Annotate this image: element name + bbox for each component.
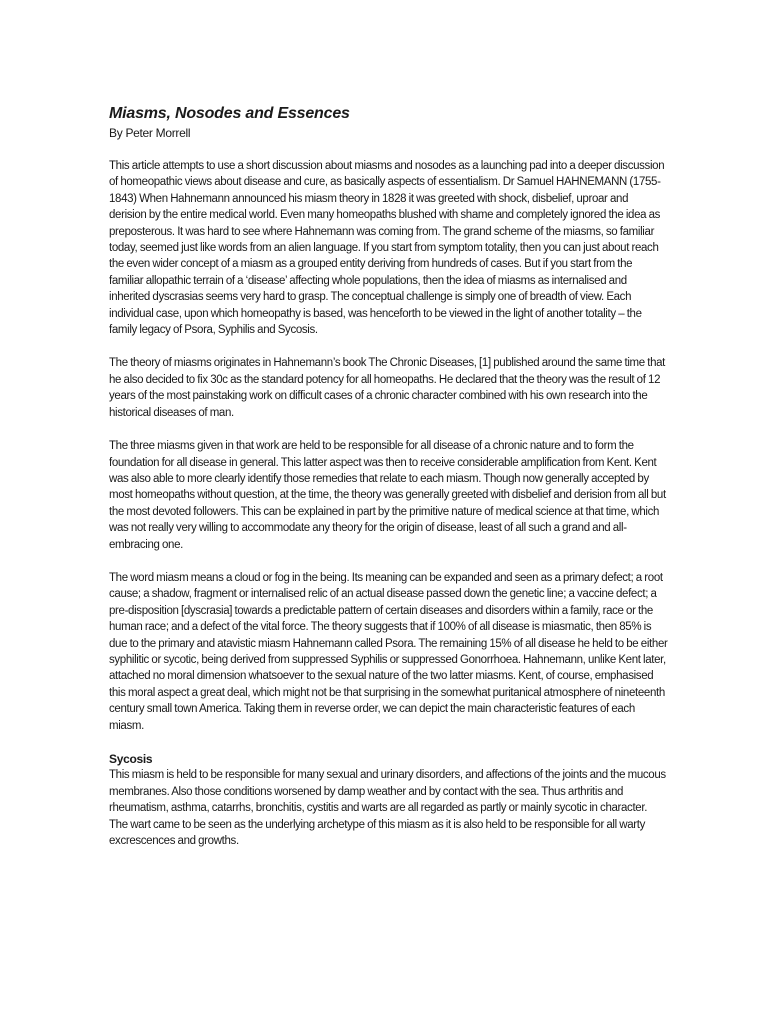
paragraph-word-miasm: The word miasm means a cloud or fog in the being. Its meaning can be expanded and seen as a primary defect; a root cause; a shadow, fragment or internalised relic of an actual disease passed down the genetic line; a vaccine defect; a pre-disposition [dyscrasia] towards a predictable pattern of certain diseases and disorders within a family, race or the human race; and a defect of the vital force. The theory suggests that if 100% of all disease is miasmatic, then 85% is due to the primary and atavistic miasm Hahnemann called Psora. The remaining 15% of all disease he held to be either syphilitic or sycotic, being derived from suppressed Syphilis or suppressed Gonorrhoea. Hahnemann, unlike Kent later, attached no moral dimension whatsoever to the sexual nature of the two latter miasms. Kent, of course, emphasised this moral aspect a great deal, which might not be that surprising in the somewhat puritanical atmosphere of nineteenth century small town America. Taking them in reverse order, we can depict the main characteristic features of each miasm. [109,571,668,732]
paragraph-sycosis: This miasm is held to be responsible for many sexual and urinary disorders, and affections of the joints and the mucous membranes. Also those conditions worsened by damp weather and by contact with the sea. Thus arthritis and rheumatism, asthma, catarrhs, bronchitis, cystitis and warts are all regarded as partly or mainly sycotic in character. The wart came to be seen as the underlying archetype of this miasm as it is also held to be responsible for all warty excrescences and growths. [109,769,666,848]
paragraph-theory-origin: The theory of miasms originates in Hahnemann’s book The Chronic Diseases, [1] published around the same time that he also decided to fix 30c as the standard potency for all homeopaths. He declared that the theory was the result of 12 years of the most painstaking work on difficult cases of a chronic character combined with his own research into the historical diseases of man. [109,357,666,419]
paragraph-intro: This article attempts to use a short discussion about miasms and nosodes as a launching pad into a deeper discussion of homeopathic views about disease and cure, as basically aspects of essentialism. Dr Samuel HAHNEMANN (1755-1843) When Hahnemann announced his miasm theory in 1828 it was greeted with shock, disbelief, uproar and derision by the entire medical world. Even many homeopaths blushed with shame and completely ignored the idea as preposterous. It was hard to see where Hahnemann was coming from. The grand scheme of the miasms, so familiar today, seemed just like words from an alien language. If you start from symptom totality, then you can just about reach the even wider concept of a miasm as a grouped entity deriving from hundreds of cases. But if you start from the familiar allopathic terrain of a ‘disease’ affecting whole populations, then the idea of miasms as internalised and inherited dyscrasias seems very hard to grasp. The conceptual challenge is simply one of breadth of view. Each individual case, upon which homeopathy is based, was henceforth to be viewed in the light of another totality – the family legacy of Psora, Syphilis and Sycosis. [109,160,665,337]
paragraph-three-miasms: The three miasms given in that work are held to be responsible for all disease of a chronic nature and to form the foundation for all disease in general. This latter aspect was then to receive considerable amplification from Kent. Kent was also able to more clearly identify those remedies that relate to each miasm. Though now generally accepted by most homeopaths without question, at the time, the theory was generally greeted with disbelief and derision from all but the most devoted followers. This can be explained in part by the primitive nature of medical science at that time, which was not really very willing to accommodate any theory for the origin of disease, least of all such a grand and all-embracing one. [109,440,666,551]
section-heading-sycosis: Sycosis [109,752,153,766]
article-title: Miasms, Nosodes and Essences [109,105,350,122]
author-byline: By Peter Morrell [109,126,191,140]
